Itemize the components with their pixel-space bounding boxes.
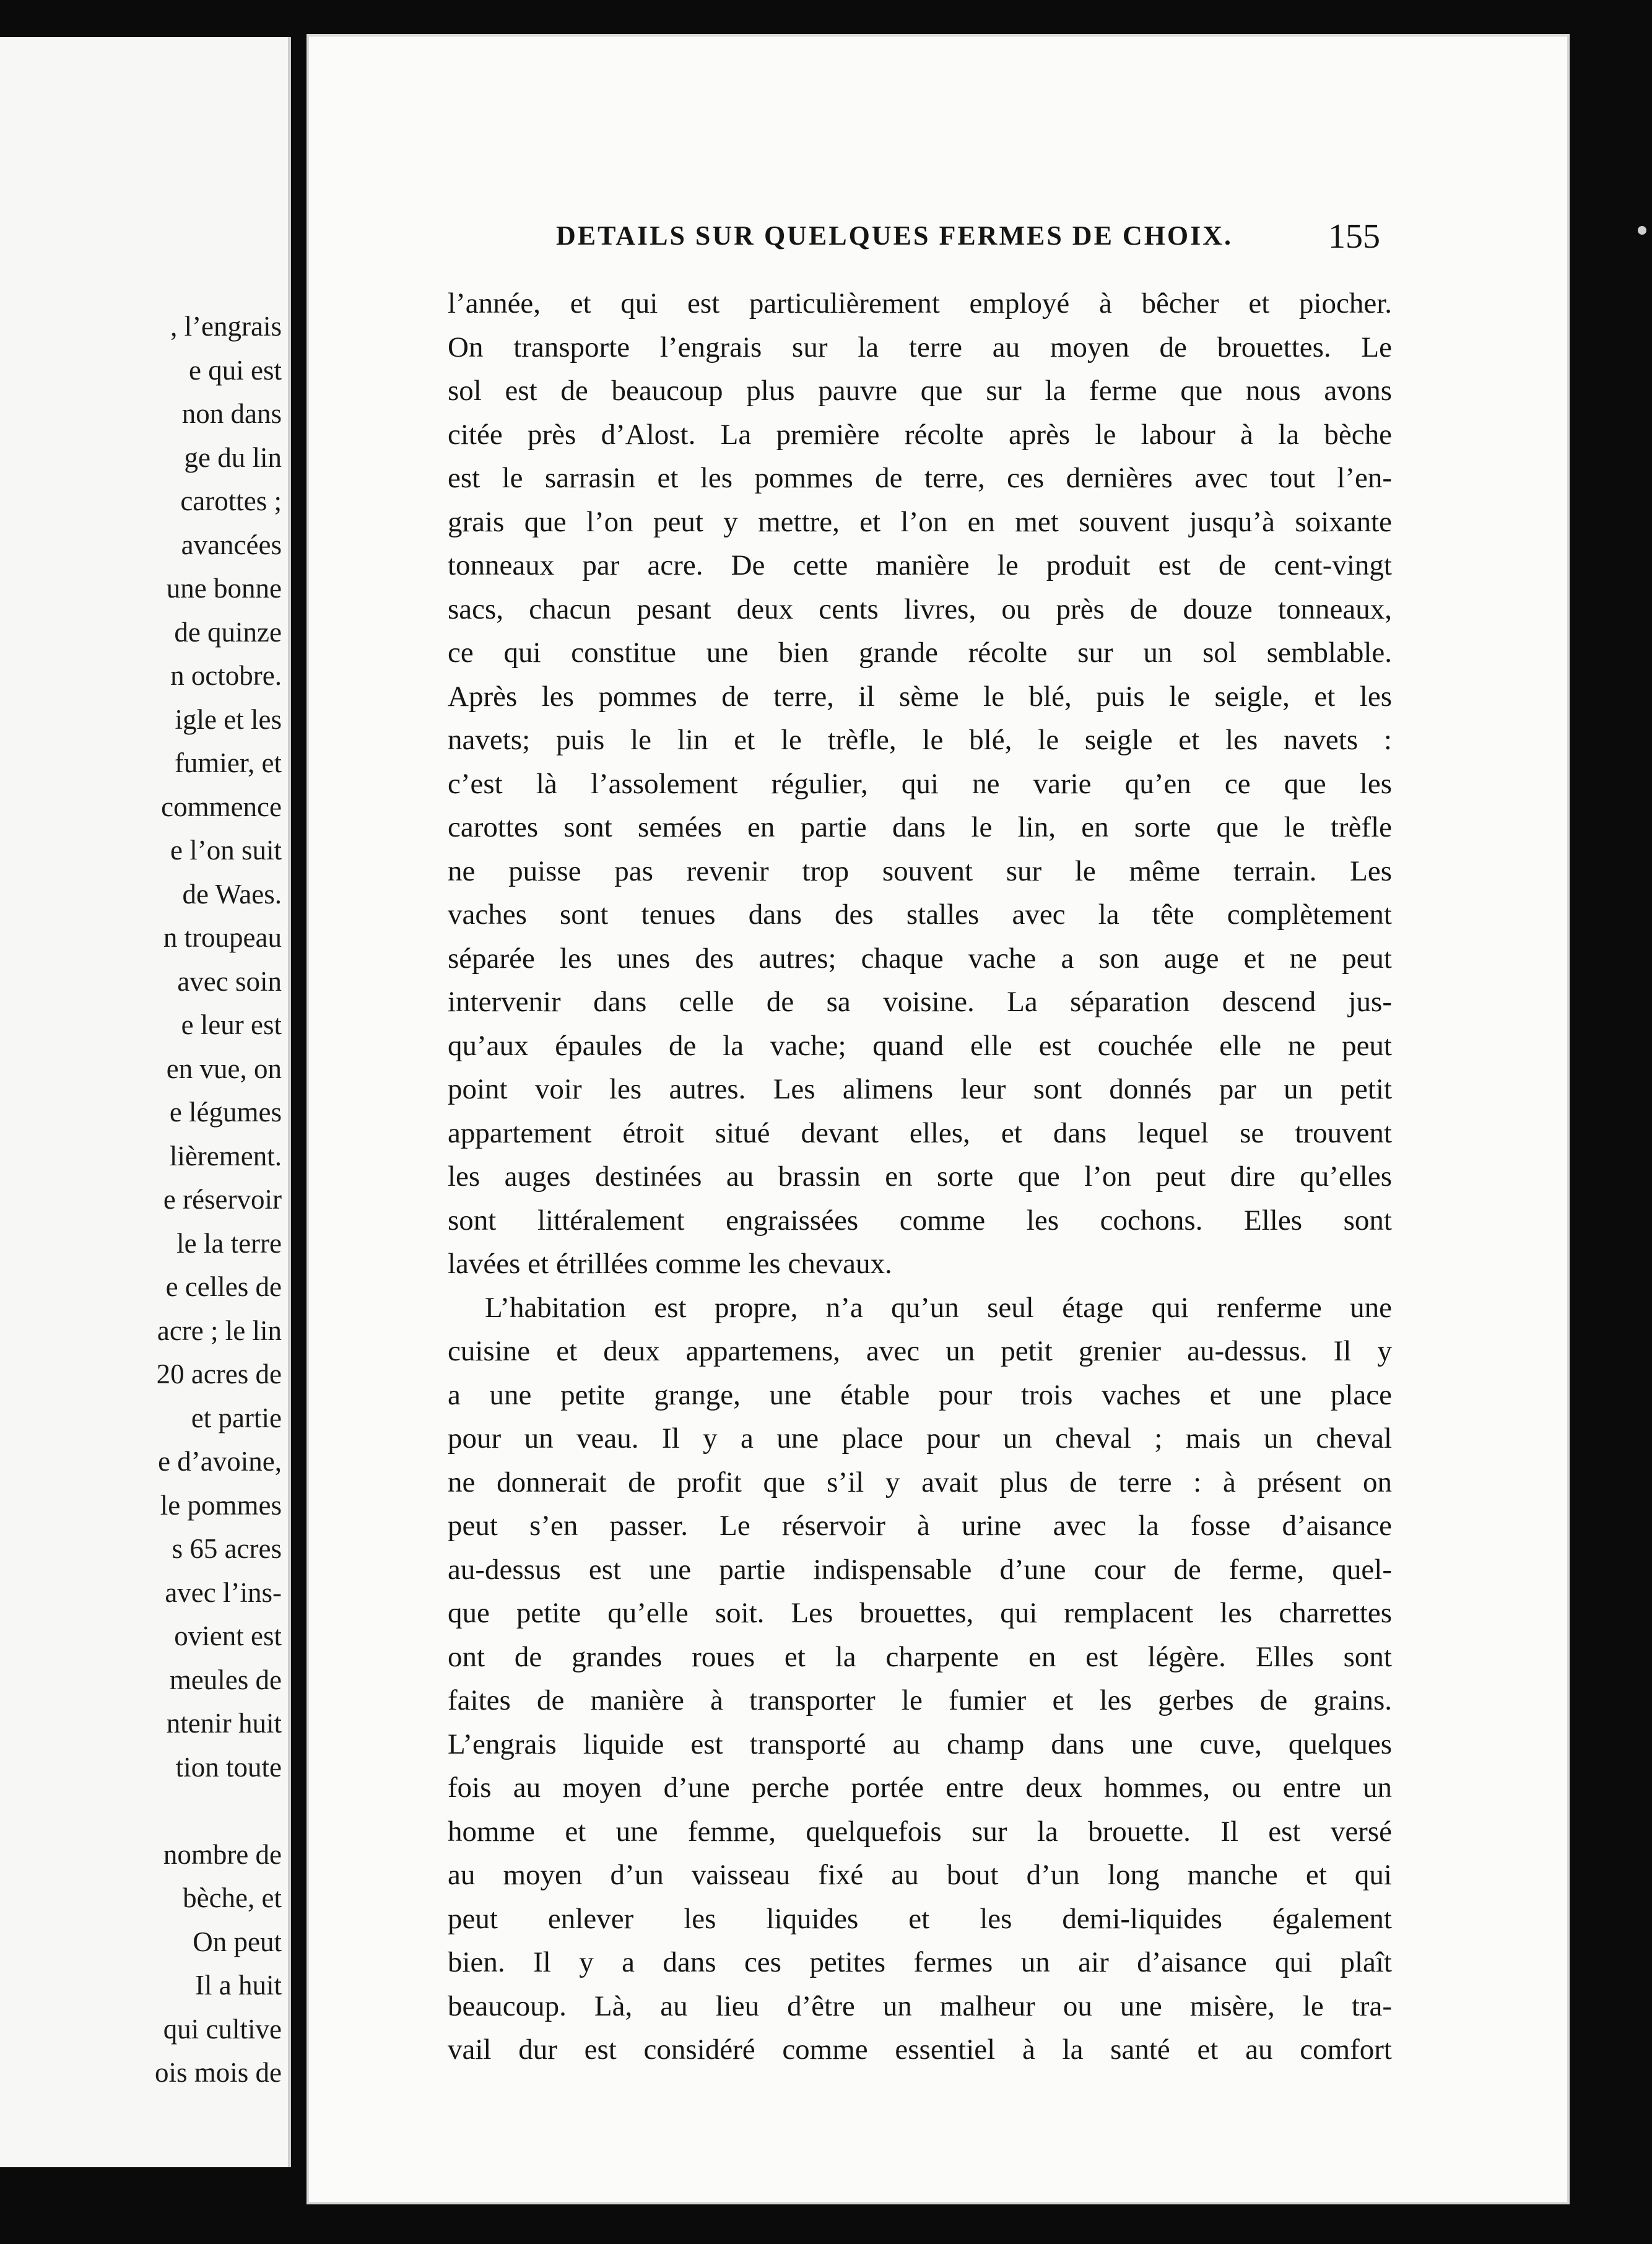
- text-line: ce qui constitue une bien grande récolte sur un sol semblable.: [448, 637, 1392, 669]
- previous-page-line: non dans: [181, 398, 282, 429]
- previous-page-line: n octobre.: [170, 660, 282, 691]
- previous-page-line: en vue, on: [166, 1053, 282, 1084]
- text-line: grais que l’on peut y mettre, et l’on en met souvent jusqu’à soixante: [448, 505, 1392, 538]
- text-line: carottes sont semées en partie dans le lin, en sorte que le trèfle: [448, 811, 1392, 843]
- text-line: faites de manière à transporter le fumier et les gerbes de grains.: [448, 1684, 1392, 1716]
- text-line: intervenir dans celle de sa voisine. La séparation descend jus-: [448, 986, 1392, 1018]
- previous-page-line: le pommes: [160, 1489, 282, 1521]
- text-line: point voir les autres. Les alimens leur sont donnés par un petit: [448, 1073, 1392, 1105]
- text-line: vail dur est considéré comme essentiel à la santé et au comfort: [448, 2033, 1392, 2066]
- text-line: c’est là l’assolement régulier, qui ne varie qu’en ce que les: [448, 767, 1392, 800]
- text-line: sont littéralement engraissées comme les cochons. Elles sont: [448, 1204, 1392, 1237]
- text-line: navets; puis le lin et le trèfle, le blé, le seigle et les navets :: [448, 724, 1392, 756]
- text-line: fois au moyen d’une perche portée entre deux hommes, ou entre un: [448, 1772, 1392, 1804]
- previous-page-line: avec l’ins-: [165, 1576, 282, 1608]
- previous-page-line: une bonne: [166, 573, 282, 604]
- page-number: 155: [1328, 217, 1380, 256]
- previous-page-line: e d’avoine,: [158, 1446, 282, 1477]
- text-line: peut enlever les liquides et les demi-liquides également: [448, 1902, 1392, 1935]
- text-line: sol est de beaucoup plus pauvre que sur la ferme que nous avons: [448, 375, 1392, 407]
- text-line: sacs, chacun pesant deux cents livres, ou près de douze tonneaux,: [448, 593, 1392, 625]
- paper-speck: [1638, 226, 1646, 235]
- previous-page-line: Il a huit: [195, 1970, 282, 2001]
- previous-page-line: carottes ;: [180, 485, 282, 516]
- previous-page-line: avancées: [181, 529, 282, 560]
- previous-page-line: et partie: [191, 1402, 282, 1433]
- text-line: L’habitation est propre, n’a qu’un seul étage qui renferme une: [485, 1291, 1392, 1324]
- text-line: tonneaux par acre. De cette manière le produit est de cent-vingt: [448, 549, 1392, 581]
- text-line: homme et une femme, quelquefois sur la brouette. Il est versé: [448, 1815, 1392, 1848]
- text-line: l’année, et qui est particulièrement employé à bêcher et piocher.: [448, 287, 1392, 320]
- previous-page-line: meules de: [169, 1664, 282, 1695]
- text-line: qu’aux épaules de la vache; quand elle est couchée elle ne peut: [448, 1029, 1392, 1062]
- text-line: citée près d’Alost. La première récolte après le labour à la bèche: [448, 418, 1392, 451]
- previous-page-line: 20 acres de: [156, 1359, 282, 1389]
- previous-page-line: e celles de: [165, 1271, 282, 1302]
- previous-page-line: e qui est: [189, 354, 282, 386]
- previous-page-line: tion toute: [175, 1751, 282, 1783]
- text-line: que petite qu’elle soit. Les brouettes, qui remplacent les charrettes: [448, 1597, 1392, 1629]
- previous-page-line: avec soin: [177, 965, 282, 997]
- text-line: vaches sont tenues dans des stalles avec la tête complètement: [448, 898, 1392, 931]
- previous-page-line: e leur est: [181, 1009, 282, 1040]
- previous-page-line: e l’on suit: [170, 835, 282, 866]
- previous-page-line: le la terre: [176, 1227, 282, 1259]
- text-line: L’engrais liquide est transporté au champ dans une cuve, quelques: [448, 1728, 1392, 1760]
- previous-page-line: de Waes.: [182, 878, 282, 910]
- text-line: pour un veau. Il y a une place pour un cheval ; mais un cheval: [448, 1422, 1392, 1455]
- previous-page-line: e légumes: [169, 1097, 282, 1128]
- previous-page-line: On peut: [193, 1926, 282, 1957]
- running-head: DETAILS SUR QUELQUES FERMES DE CHOIX.: [556, 220, 1233, 251]
- text-line: beaucoup. Là, au lieu d’être un malheur ou une misère, le tra-: [448, 1990, 1392, 2022]
- previous-page-line: e réservoir: [163, 1184, 282, 1215]
- text-line: peut s’en passer. Le réservoir à urine avec la fosse d’aisance: [448, 1510, 1392, 1542]
- text-line: ne puisse pas revenir trop souvent sur le même terrain. Les: [448, 855, 1392, 887]
- body-text: [448, 282, 1392, 2072]
- previous-page-line: acre ; le lin: [157, 1315, 282, 1346]
- previous-page-line: ois mois de: [154, 2057, 282, 2088]
- previous-page-line: de quinze: [174, 616, 282, 648]
- previous-page-line: lièrement.: [169, 1140, 282, 1172]
- previous-page-line: bèche, et: [183, 1882, 282, 1913]
- text-line: On transporte l’engrais sur la terre au moyen de brouettes. Le: [448, 331, 1392, 363]
- text-line: lavées et étrillées comme les chevaux.: [448, 1248, 892, 1280]
- previous-page-line: , l’engrais: [170, 311, 282, 342]
- text-line: séparée les unes des autres; chaque vache a son auge et ne peut: [448, 942, 1392, 975]
- text-line: cuisine et deux appartemens, avec un petit grenier au-dessus. Il y: [448, 1335, 1392, 1367]
- previous-page-line: ge du lin: [184, 441, 282, 473]
- previous-page-line: s 65 acres: [172, 1533, 282, 1564]
- previous-page-line: n troupeau: [163, 922, 282, 953]
- text-line: les auges destinées au brassin en sorte que l’on peut dire qu’elles: [448, 1160, 1392, 1193]
- previous-page-line: fumier, et: [174, 747, 282, 778]
- text-line: bien. Il y a dans ces petites fermes un air d’aisance qui plaît: [448, 1946, 1392, 1978]
- text-line: Après les pommes de terre, il sème le blé, puis le seigle, et les: [448, 680, 1392, 713]
- text-line: est le sarrasin et les pommes de terre, ces dernières avec tout l’en-: [448, 462, 1392, 494]
- text-line: appartement étroit situé devant elles, et dans lequel se trouvent: [448, 1116, 1392, 1149]
- text-line: au moyen d’un vaisseau fixé au bout d’un long manche et qui: [448, 1859, 1392, 1891]
- previous-page-line: commence: [161, 791, 282, 822]
- previous-page-line: ntenir huit: [166, 1708, 282, 1739]
- text-line: a une petite grange, une étable pour trois vaches et une place: [448, 1378, 1392, 1411]
- text-line: ne donnerait de profit que s’il y avait plus de terre : à présent on: [448, 1466, 1392, 1498]
- previous-page-line: ovient est: [174, 1620, 282, 1651]
- text-line: ont de grandes roues et la charpente en est légère. Elles sont: [448, 1640, 1392, 1673]
- previous-page-line: igle et les: [175, 703, 282, 735]
- previous-page-line: qui cultive: [163, 2013, 282, 2045]
- previous-page-line: nombre de: [163, 1838, 282, 1870]
- previous-page-fragment: [0, 37, 291, 2167]
- text-line: au-dessus est une partie indispensable d’une cour de ferme, quel-: [448, 1553, 1392, 1586]
